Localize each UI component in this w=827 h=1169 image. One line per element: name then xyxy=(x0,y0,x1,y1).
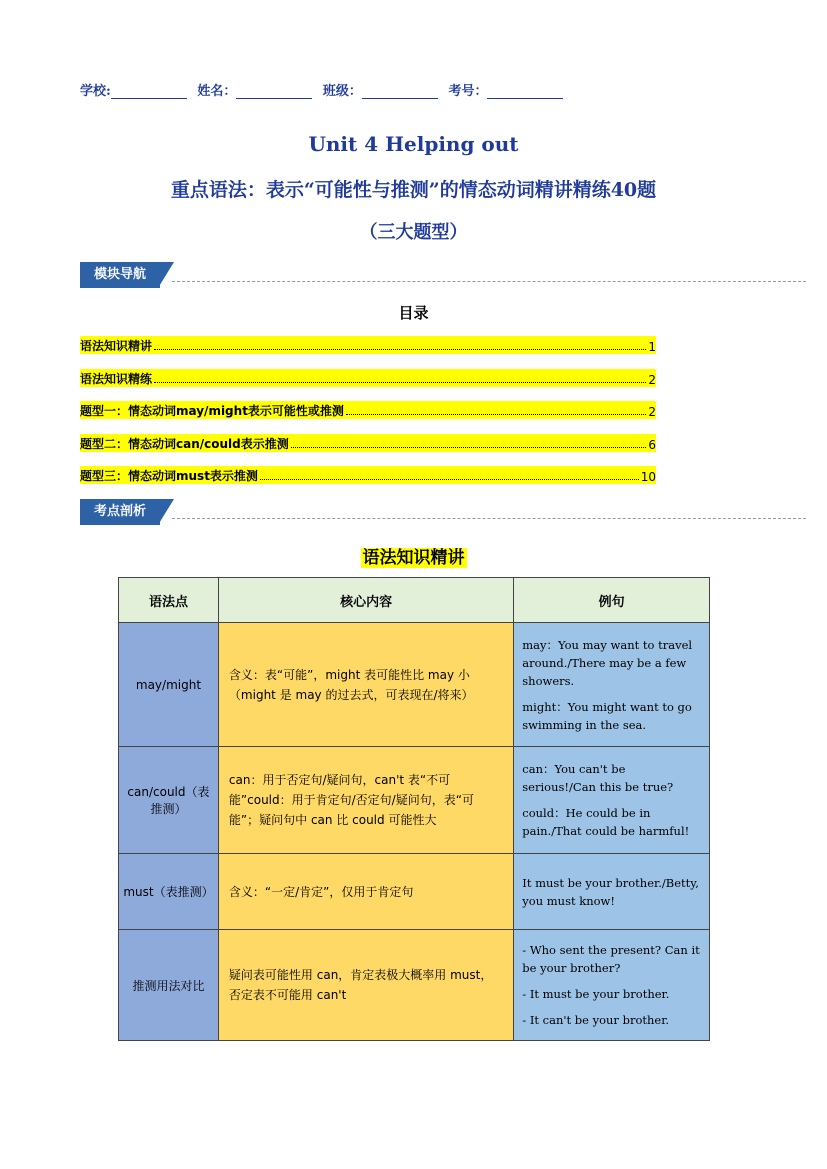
divider xyxy=(172,281,806,282)
subtitle: （三大题型） xyxy=(359,222,468,243)
example-sentence: could：He could be in pain./That could be harmful! xyxy=(522,806,690,838)
student-info-line xyxy=(80,80,569,99)
example-sentence: can：You can't be serious!/Can this be true? xyxy=(522,762,674,794)
school-blank[interactable] xyxy=(111,86,187,99)
grammar-point-cell: can/could（表推测） xyxy=(119,747,219,854)
core-content-cell: 含义：表“可能”，might 表可能性比 may 小（might 是 may 的过去式，可表现在/将来） xyxy=(218,623,513,747)
toc-item[interactable] xyxy=(80,434,656,452)
toc-item[interactable] xyxy=(80,369,656,387)
grammar-point-cell: may/might xyxy=(119,623,219,747)
toc-item-page: 2 xyxy=(648,373,656,387)
toc-leader-dots xyxy=(346,413,646,415)
example-sentence: - Who sent the present? Can it be your brother? xyxy=(522,943,700,975)
tab-slant-decoration xyxy=(158,262,174,288)
table-row xyxy=(119,854,710,930)
grammar-section-title: 语法知识精讲 xyxy=(362,548,465,568)
toc-item[interactable] xyxy=(80,336,656,354)
toc-leader-dots xyxy=(260,478,639,480)
example-cell xyxy=(514,930,710,1041)
toc-item-label: 语法知识精讲 xyxy=(80,339,153,353)
school-label: 学校: xyxy=(80,84,111,99)
grammar-point-cell: must（表推测） xyxy=(119,854,219,930)
example-cell xyxy=(514,747,710,854)
toc-item-label: 题型三：情态动词must表示推测 xyxy=(80,469,258,483)
column-header: 例句 xyxy=(514,578,710,623)
toc-item-label: 题型二：情态动词can/could表示推测 xyxy=(80,437,289,451)
core-content-cell: can：用于否定句/疑问句，can't 表“不可能”could：用于肯定句/否定句/疑问句，表“可能”；疑问句中 can 比 could 可能性大 xyxy=(218,747,513,854)
example-sentence: may：You may want to travel around./There may be a few showers. xyxy=(522,637,693,688)
exam-no-label: 考号： xyxy=(448,84,488,99)
grammar-section-heading xyxy=(0,543,827,568)
toc-leader-dots xyxy=(154,381,646,383)
tab-slant-decoration xyxy=(158,499,174,525)
toc-leader-dots xyxy=(291,446,647,448)
toc-item-page: 10 xyxy=(640,470,656,484)
table-row xyxy=(119,747,710,854)
class-label: 班级： xyxy=(322,84,362,99)
table-row xyxy=(119,930,710,1041)
example-sentence: might：You might want to go swimming in the sea. xyxy=(522,699,692,732)
toc-item[interactable] xyxy=(80,401,656,419)
divider xyxy=(172,518,806,519)
example-sentence: - It must be your brother. xyxy=(522,987,670,1001)
example-cell xyxy=(514,854,710,930)
toc-item-page: 1 xyxy=(648,340,656,354)
column-header: 核心内容 xyxy=(218,578,513,623)
unit-title: Unit 4 Helping out xyxy=(308,132,519,156)
toc-item-label: 语法知识精练 xyxy=(80,372,153,386)
analysis-label: 考点剖析 xyxy=(80,499,160,525)
example-cell xyxy=(514,623,710,747)
core-content-cell: 含义：“一定/肯定”，仅用于肯定句 xyxy=(218,854,513,930)
table-row xyxy=(119,623,710,747)
module-nav-label: 模块导航 xyxy=(80,262,160,288)
grammar-table xyxy=(118,577,710,1041)
example-sentence: It must be your brother./Betty, you must know! xyxy=(522,875,699,908)
column-header: 语法点 xyxy=(119,578,219,623)
toc-item-label: 题型一：情态动词may/might表示可能性或推测 xyxy=(80,404,344,418)
topic-title: 重点语法：表示“可能性与推测”的情态动词精讲精练40题 xyxy=(170,179,657,201)
toc-item-page: 2 xyxy=(648,405,656,419)
toc-leader-dots xyxy=(154,348,646,350)
name-label: 姓名： xyxy=(197,84,237,99)
name-blank[interactable] xyxy=(236,86,312,99)
class-blank[interactable] xyxy=(362,86,438,99)
toc-item[interactable] xyxy=(80,466,656,484)
grammar-point-cell: 推测用法对比 xyxy=(119,930,219,1041)
toc-item-page: 6 xyxy=(648,438,656,452)
table-header-row xyxy=(119,578,710,623)
exam-no-blank[interactable] xyxy=(487,86,563,99)
core-content-cell: 疑问表可能性用 can，肯定表极大概率用 must，否定表不可能用 can't xyxy=(218,930,513,1041)
example-sentence: - It can't be your brother. xyxy=(522,1013,670,1027)
toc-title: 目录 xyxy=(398,304,429,322)
